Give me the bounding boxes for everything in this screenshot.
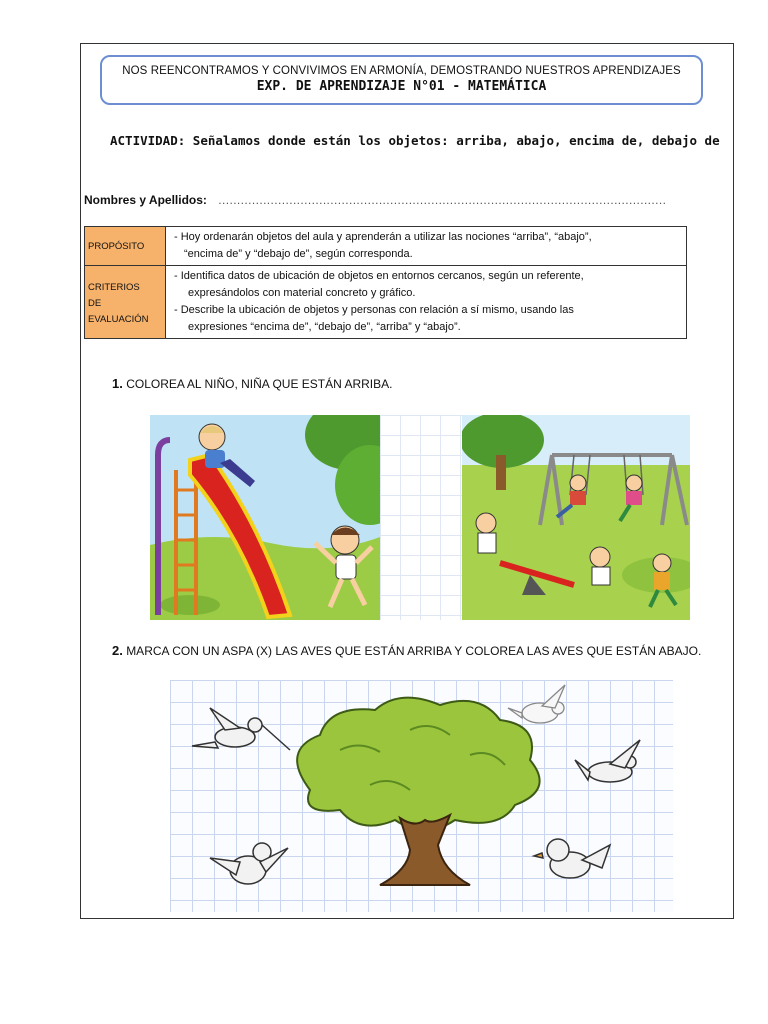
bird-top-left[interactable]: [192, 708, 290, 750]
activity-text: Señalamos donde están los objetos: arriba, abajo, encima de, debajo de: [192, 133, 720, 148]
names-label: Nombres y Apellidos:: [84, 193, 207, 207]
question-2-text: MARCA CON UN ASPA (X) LAS AVES QUE ESTÁN ARRIBA Y COLOREA LAS AVES QUE ESTÁN ABAJO.: [126, 644, 702, 658]
names-field[interactable]: [84, 193, 666, 207]
purpose-label: PROPÓSITO: [85, 227, 166, 266]
question-2-number: 2.: [112, 643, 123, 658]
bird-top-right[interactable]: [508, 685, 565, 723]
evaluation-row: [85, 266, 687, 339]
evaluation-label: CRITERIOS DE EVALUACIÓN: [85, 266, 166, 339]
question-1-text: COLOREA AL NIÑO, NIÑA QUE ESTÁN ARRIBA.: [126, 377, 393, 391]
purpose-text: - Hoy ordenarán objetos del aula y aprenderán a utilizar las nociones “arriba”, “abajo”, “encima de” y “debajo de”, según corresponda.: [166, 227, 687, 266]
slide-illustration[interactable]: [150, 415, 380, 620]
grid-paper-strip: [380, 415, 462, 620]
header-box: [100, 55, 703, 105]
activity-label: ACTIVIDAD:: [110, 133, 186, 148]
purpose-row: [85, 227, 687, 266]
criteria-table: [84, 226, 687, 339]
evaluation-text: - Identifica datos de ubicación de objetos en entornos cercanos, según un referente, expresándolos con material concreto y gráfico. - Describe la ubicación de objetos y personas con relación a sí mismo, usando las expresiones “encima de”, “debajo de”, “arriba” y “abajo”.: [166, 266, 687, 339]
question-1-number: 1.: [112, 376, 123, 391]
bird-bottom-right[interactable]: [534, 839, 610, 878]
activity-title: [110, 133, 720, 148]
question-1: [112, 376, 392, 391]
bird-bottom-left[interactable]: [210, 843, 288, 884]
header-theme: NOS REENCONTRAMOS Y CONVIVIMOS EN ARMONÍA, DEMOSTRANDO NUESTROS APRENDIZAJES: [122, 65, 681, 77]
header-title: EXP. DE APRENDIZAJE N°01 - MATEMÁTICA: [256, 79, 547, 94]
bird-right-middle[interactable]: [575, 740, 640, 782]
swings-illustration[interactable]: [462, 415, 690, 620]
question-2: [112, 643, 701, 658]
names-dotted-line[interactable]: ........................................................................................................................: [218, 193, 667, 207]
tree-birds-illustration[interactable]: [170, 680, 673, 912]
